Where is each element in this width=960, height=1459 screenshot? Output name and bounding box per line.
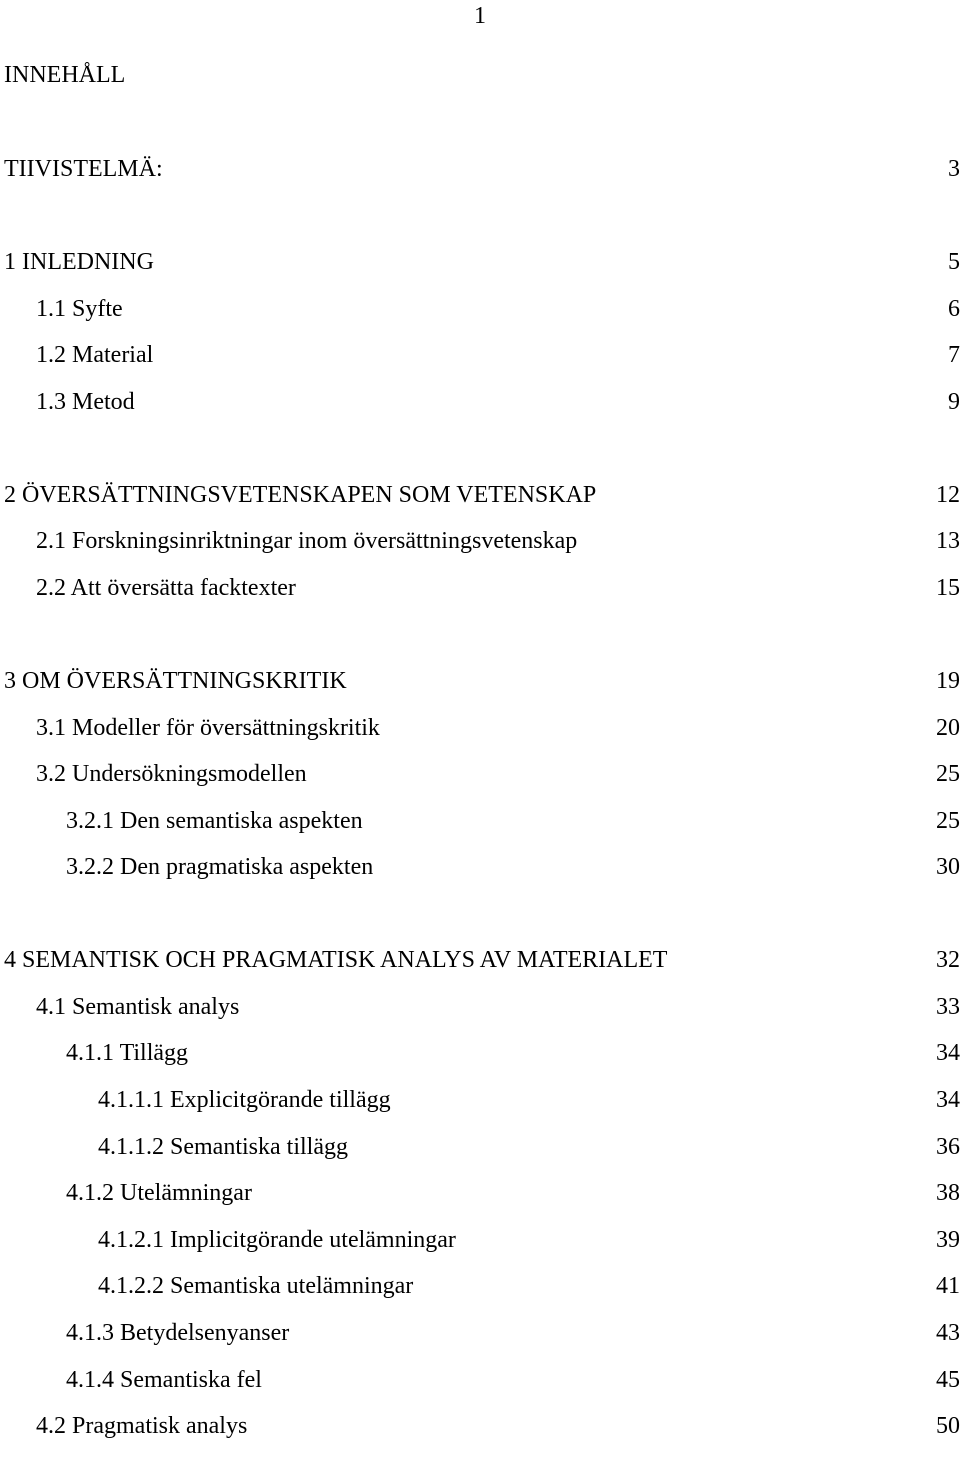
toc-entry-title: 1.1 Syfte xyxy=(36,295,123,322)
toc-entry-title: 2.1 Forskningsinriktningar inom översättningsvetenskap xyxy=(36,528,578,555)
toc-entry-page: 33 xyxy=(936,993,960,1020)
toc-entry-title: 4.1.2.1 Implicitgörande utelämningar xyxy=(98,1226,456,1253)
toc-entry-title: 4.1 Semantisk analys xyxy=(36,993,240,1020)
toc-entry-page: 36 xyxy=(936,1133,960,1160)
toc-entry xyxy=(0,1319,960,1366)
toc-entry-title: 4.2 Pragmatisk analys xyxy=(36,1413,248,1440)
toc-entry-page: 45 xyxy=(936,1366,960,1393)
toc-entry-title: 4.1.1.2 Semantiska tillägg xyxy=(98,1133,348,1160)
toc-entry xyxy=(0,155,960,202)
toc-entry-title: 4.1.4 Semantiska fel xyxy=(66,1366,262,1393)
toc-heading: INNEHÅLL xyxy=(4,62,126,88)
toc-entry-page: 41 xyxy=(936,1273,960,1300)
toc-entry-page: 6 xyxy=(948,295,960,322)
toc-entry-page: 20 xyxy=(936,714,960,741)
toc-entry xyxy=(0,341,960,388)
toc-entry xyxy=(0,1272,960,1319)
toc-entry xyxy=(0,1086,960,1133)
toc-entry xyxy=(0,1226,960,1273)
toc-entry xyxy=(0,388,960,435)
toc-entry-page: 50 xyxy=(936,1413,960,1440)
toc-entry-title: 3 OM ÖVERSÄTTNINGSKRITIK xyxy=(4,667,347,694)
toc-entry-title: 3.2 Undersökningsmodellen xyxy=(36,761,307,788)
toc-entry xyxy=(0,946,960,993)
toc-entry-title: 4.1.1 Tillägg xyxy=(66,1040,189,1067)
toc-entry xyxy=(0,574,960,621)
table-of-contents xyxy=(0,155,960,1459)
toc-entry xyxy=(0,1039,960,1086)
toc-entry xyxy=(0,760,960,807)
toc-entry xyxy=(0,853,960,900)
toc-entry-title: 2 ÖVERSÄTTNINGSVETENSKAPEN SOM VETENSKAP xyxy=(4,481,597,508)
toc-entry-title: 1 INLEDNING xyxy=(4,248,154,275)
toc-entry xyxy=(0,527,960,574)
toc-entry-page: 43 xyxy=(936,1320,960,1347)
toc-entry xyxy=(0,807,960,854)
toc-entry-page: 32 xyxy=(936,947,960,974)
toc-entry-page: 38 xyxy=(936,1180,960,1207)
toc-entry xyxy=(0,1366,960,1413)
toc-entry xyxy=(0,481,960,528)
toc-entry xyxy=(0,714,960,761)
toc-entry-title: 4.1.2 Utelämningar xyxy=(66,1180,252,1207)
toc-entry-title: 3.2.2 Den pragmatiska aspekten xyxy=(66,854,374,881)
toc-entry-page: 39 xyxy=(936,1226,960,1253)
toc-entry xyxy=(0,993,960,1040)
toc-entry-title: 3.2.1 Den semantiska aspekten xyxy=(66,807,363,834)
toc-entry xyxy=(0,248,960,295)
toc-entry xyxy=(0,667,960,714)
toc-entry xyxy=(0,1412,960,1459)
toc-entry xyxy=(0,295,960,342)
toc-entry-page: 5 xyxy=(948,248,960,275)
page-number: 1 xyxy=(474,3,486,29)
toc-entry xyxy=(0,1133,960,1180)
toc-entry-title: 4.1.2.2 Semantiska utelämningar xyxy=(98,1273,414,1300)
toc-entry-page: 13 xyxy=(936,528,960,555)
toc-entry-page: 12 xyxy=(936,481,960,508)
toc-entry-page: 7 xyxy=(948,342,960,369)
toc-entry-title: 4 SEMANTISK OCH PRAGMATISK ANALYS AV MATERIALET xyxy=(4,947,668,974)
toc-entry-page: 25 xyxy=(936,807,960,834)
toc-entry-page: 15 xyxy=(936,574,960,601)
toc-entry-page: 34 xyxy=(936,1087,960,1114)
toc-entry-page: 25 xyxy=(936,761,960,788)
toc-entry-title: 4.1.1.1 Explicitgörande tillägg xyxy=(98,1087,391,1114)
toc-entry-page: 34 xyxy=(936,1040,960,1067)
toc-entry-title: 3.1 Modeller för översättningskritik xyxy=(36,714,380,741)
toc-entry-title: 4.1.3 Betydelsenyanser xyxy=(66,1320,290,1347)
toc-entry-title: TIIVISTELMÄ: xyxy=(4,156,163,182)
toc-entry-page: 3 xyxy=(948,156,960,182)
toc-entry-page: 9 xyxy=(948,388,960,415)
toc-entry-page: 19 xyxy=(936,667,960,694)
toc-entry-title: 1.2 Material xyxy=(36,342,154,369)
toc-entry-page: 30 xyxy=(936,854,960,881)
toc-entry-title: 2.2 Att översätta facktexter xyxy=(36,574,296,601)
toc-entry xyxy=(0,1179,960,1226)
toc-entry-title: 1.3 Metod xyxy=(36,388,135,415)
